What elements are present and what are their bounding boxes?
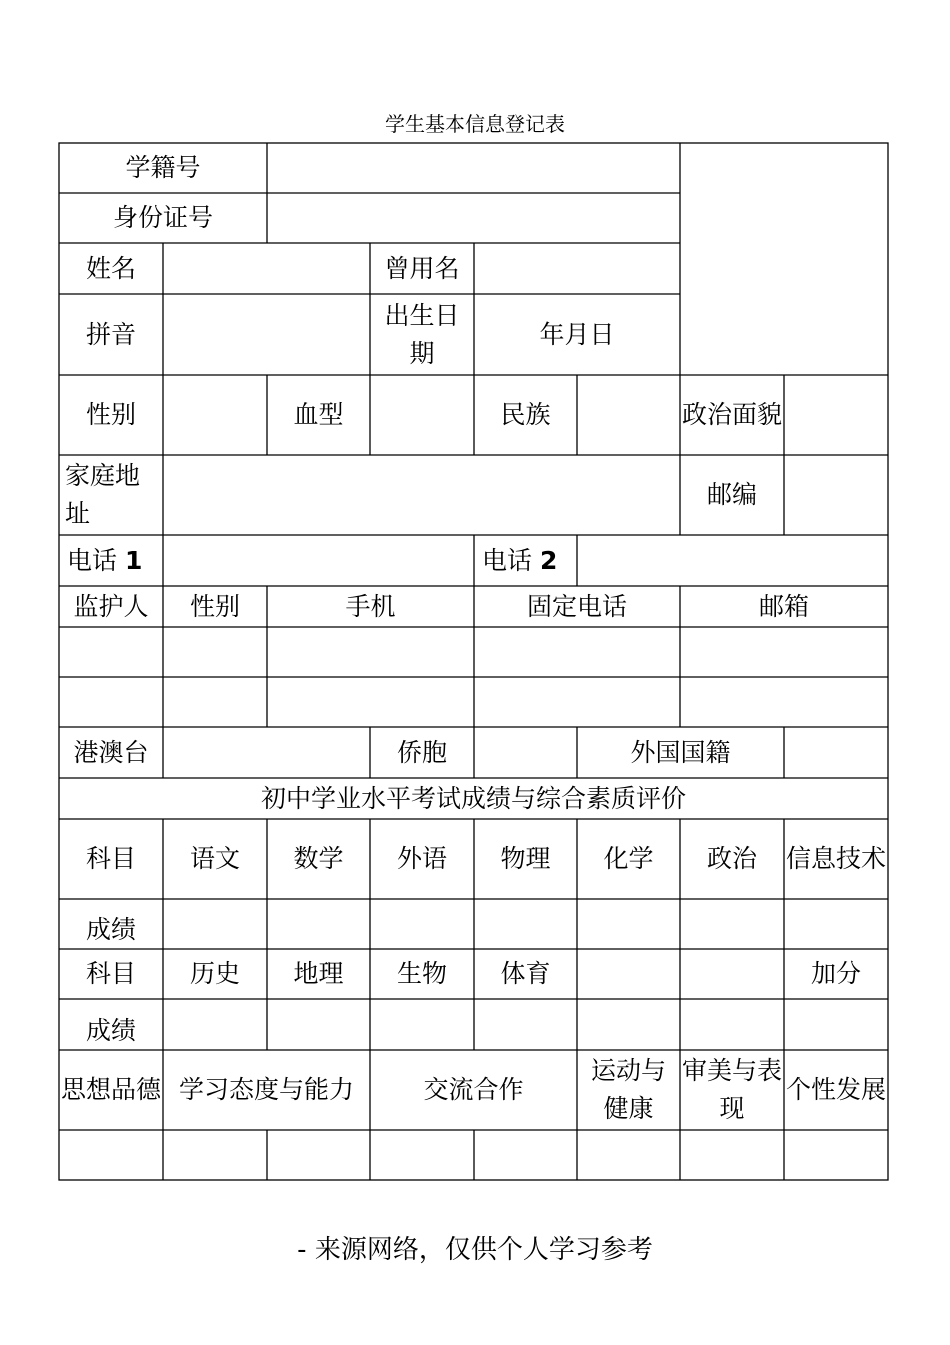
- label-address: 家庭地址: [65, 461, 141, 528]
- label-ethnicity: 民族: [500, 400, 551, 429]
- subject-cell: 数学: [293, 844, 344, 873]
- label-gender: 性别: [85, 400, 136, 429]
- label-birth-date: 出生日期: [384, 300, 460, 368]
- subject-cell: 加分: [810, 959, 861, 988]
- label-pinyin: 拼音: [85, 319, 136, 349]
- source-footer: - 来源网络，仅供个人学习参考: [297, 1235, 653, 1265]
- section-title: 初中学业水平考试成绩与综合素质评价: [260, 783, 686, 813]
- subject-cell: 化学: [603, 844, 654, 873]
- label-student-id: 学籍号: [125, 153, 201, 182]
- subject-cell: 物理: [500, 844, 551, 873]
- label-mobile: 手机: [345, 591, 396, 621]
- birth-date-value: 年月日: [539, 319, 615, 349]
- label-phone1-text: 电话: [67, 545, 118, 575]
- label-phone2-number: 2: [539, 545, 558, 575]
- label-blood-type: 血型: [293, 400, 344, 429]
- quality-moral: 思想品德: [61, 1075, 162, 1104]
- label-hmt: 港澳台: [73, 737, 149, 767]
- quality-sports: 运动与健康: [590, 1056, 666, 1123]
- subject-cell: 历史: [189, 959, 240, 988]
- subjects-header-2: 科目: [85, 959, 136, 988]
- quality-aesthetics: 审美与表现: [682, 1056, 783, 1123]
- label-id-card: 身份证号: [112, 203, 213, 232]
- label-political-status: 政治面貌: [682, 400, 783, 429]
- subject-cell: 外语: [396, 844, 447, 873]
- label-phone2: [474, 535, 577, 586]
- subject-cell: 体育: [500, 959, 551, 988]
- label-phone1: [59, 535, 163, 586]
- label-name: 姓名: [85, 253, 136, 283]
- label-foreign-nationality: 外国国籍: [630, 737, 731, 767]
- score-label-1: 成绩: [85, 915, 136, 944]
- subject-cell: [680, 949, 784, 999]
- subjects-header-1: 科目: [85, 844, 136, 873]
- label-overseas-chinese: 侨胞: [396, 737, 447, 767]
- label-phone1-number: 1: [124, 545, 143, 575]
- subject-cell: 语文: [189, 844, 240, 873]
- label-phone2-text: 电话: [482, 545, 533, 575]
- quality-cooperation: 交流合作: [423, 1075, 524, 1104]
- subject-cell: 政治: [706, 844, 757, 873]
- subject-cell: 生物: [396, 959, 447, 988]
- label-landline: 固定电话: [526, 591, 627, 621]
- label-email: 邮箱: [758, 591, 809, 621]
- label-guardian-gender: 性别: [189, 591, 240, 621]
- score-label-2: 成绩: [85, 1016, 136, 1045]
- form-title: 学生基本信息登记表: [385, 112, 565, 136]
- subject-cell: 地理: [293, 959, 344, 988]
- subject-cell: [577, 949, 680, 999]
- quality-personality: 个性发展: [786, 1075, 887, 1104]
- quality-attitude: 学习态度与能力: [178, 1075, 354, 1104]
- subject-cell: 信息技术: [786, 844, 887, 873]
- label-guardian: 监护人: [73, 591, 149, 621]
- label-postcode: 邮编: [706, 480, 757, 509]
- label-former-name: 曾用名: [384, 253, 460, 283]
